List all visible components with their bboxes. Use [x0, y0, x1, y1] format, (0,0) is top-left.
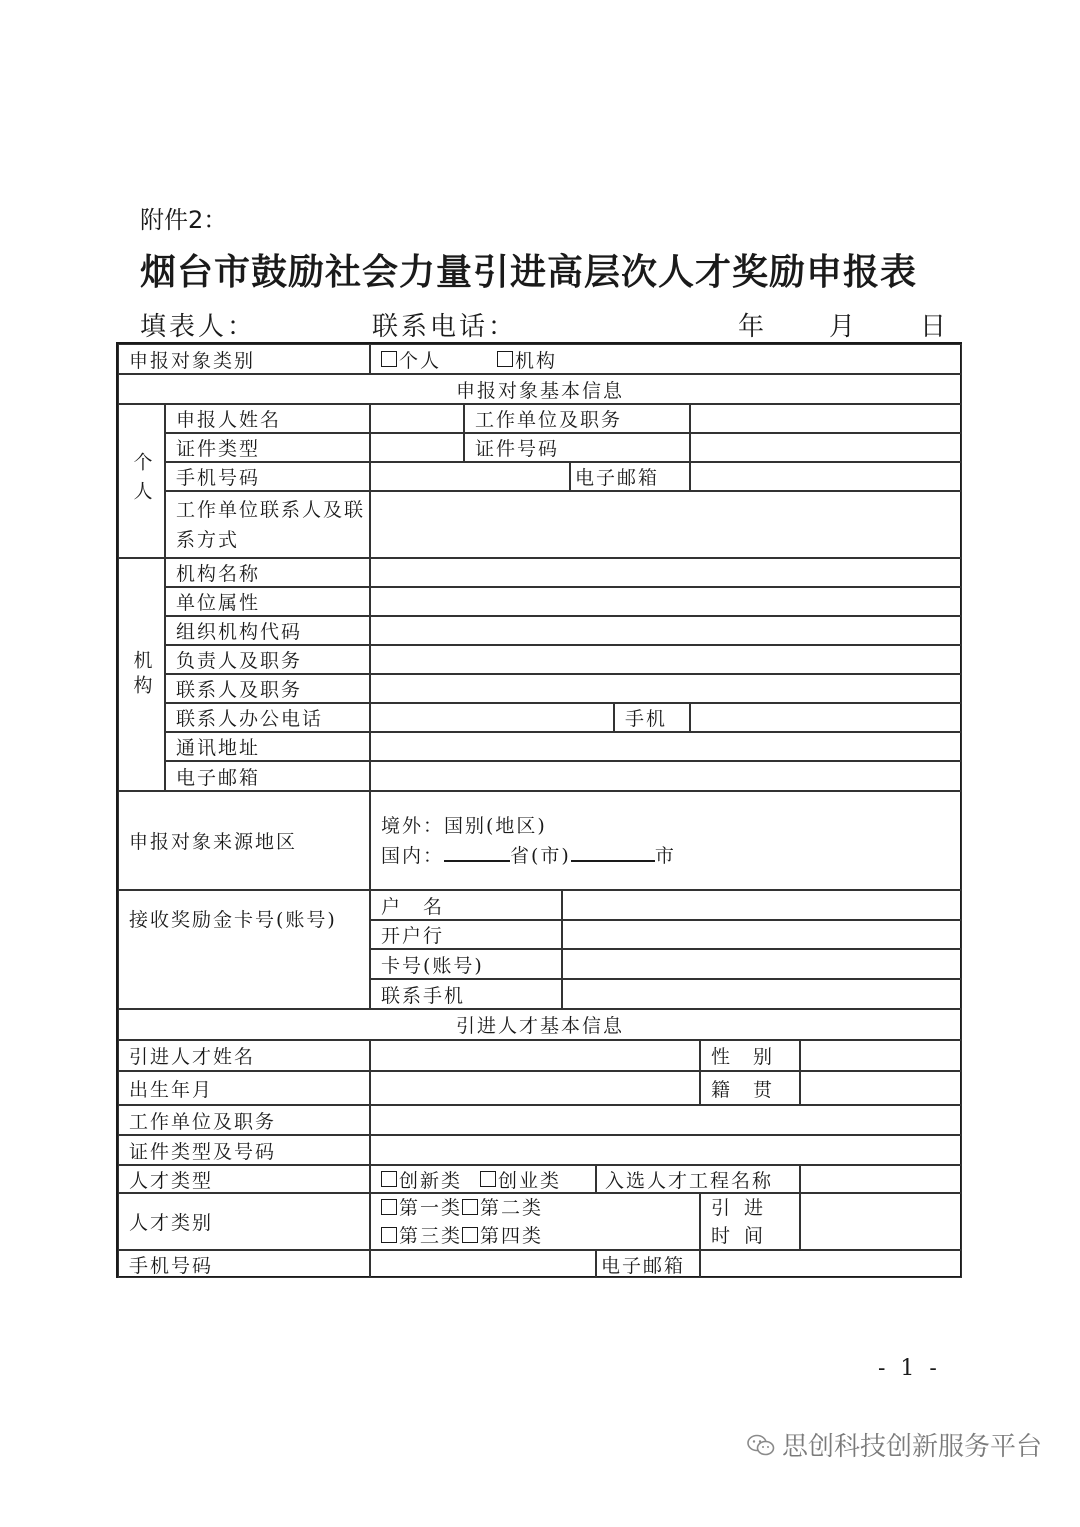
- option-org: 机构: [515, 349, 558, 372]
- abroad-line: 境外：国别(地区): [381, 814, 547, 837]
- talent-project-label: 入选人才工程名称: [596, 1165, 800, 1193]
- org-address-label: 通讯地址: [165, 732, 370, 761]
- talent-category-label: 人才类别: [118, 1193, 370, 1250]
- talent-birth-label: 出生年月: [118, 1071, 370, 1105]
- talent-work-field[interactable]: [370, 1105, 962, 1135]
- domestic-line: [381, 841, 676, 871]
- talent-name-label: 引进人才姓名: [118, 1040, 370, 1071]
- talent-gender-label: 性 别: [700, 1040, 800, 1071]
- bank-phone-label: 联系手机: [370, 979, 562, 1009]
- form-title: 烟台市鼓励社会力量引进高层次人才奖励申报表: [140, 252, 918, 293]
- checkbox-startup[interactable]: [480, 1171, 496, 1187]
- talent-work-label: 工作单位及职务: [118, 1105, 370, 1135]
- bank-branch-field[interactable]: [562, 920, 962, 949]
- watermark: [746, 1426, 1042, 1463]
- ind-mobile-field[interactable]: [370, 462, 570, 491]
- watermark-text: 思创科技创新服务平台: [781, 1432, 1042, 1462]
- talent-native-field[interactable]: [800, 1071, 962, 1105]
- org-mobile-field[interactable]: [690, 703, 962, 732]
- bank-card-label: 卡号(账号): [370, 949, 562, 979]
- org-attr-label: 单位属性: [165, 587, 370, 616]
- page-number: - 1 -: [878, 1356, 941, 1381]
- category-line-2: [381, 1222, 543, 1250]
- basic-info-title: 申报对象基本信息: [118, 374, 962, 404]
- talent-id-field[interactable]: [370, 1135, 962, 1165]
- talent-info-title: 引进人才基本信息: [118, 1009, 962, 1040]
- org-leader-field[interactable]: [370, 645, 962, 674]
- city-blank[interactable]: [571, 842, 655, 862]
- option-cat-4: 第四类: [480, 1224, 544, 1247]
- org-office-phone-field[interactable]: [370, 703, 614, 732]
- talent-name-field[interactable]: [370, 1040, 700, 1071]
- org-leader-label: 负责人及职务: [165, 645, 370, 674]
- bank-phone-field[interactable]: [562, 979, 962, 1009]
- category-line-1: [381, 1194, 543, 1222]
- org-name-field[interactable]: [370, 558, 962, 587]
- ind-email-label: 电子邮箱: [570, 462, 690, 491]
- ind-contact-label: 工作单位联系人及联系方式: [165, 491, 370, 558]
- applicant-type-label: 申报对象类别: [118, 344, 370, 374]
- checkbox-individual[interactable]: [381, 351, 397, 367]
- talent-id-label: 证件类型及号码: [118, 1135, 370, 1165]
- talent-native-label: 籍 贯: [700, 1071, 800, 1105]
- option-cat-2: 第二类: [480, 1196, 544, 1219]
- bank-branch-label: 开户行: [370, 920, 562, 949]
- org-mobile-label: 手机: [614, 703, 690, 732]
- checkbox-cat-4[interactable]: [462, 1227, 478, 1243]
- org-contact-label: 联系人及职务: [165, 674, 370, 703]
- date-label: [738, 306, 949, 343]
- org-name-label: 机构名称: [165, 558, 370, 587]
- source-region-field: [370, 791, 962, 890]
- filler-label: 填表人：: [140, 312, 257, 342]
- ind-id-number-label: 证件号码: [464, 433, 690, 462]
- application-form: [116, 342, 962, 1278]
- ind-email-field[interactable]: [690, 462, 962, 491]
- checkbox-cat-3[interactable]: [381, 1227, 397, 1243]
- ind-id-type-label: 证件类型: [165, 433, 370, 462]
- org-email-label: 电子邮箱: [165, 761, 370, 791]
- talent-gender-field[interactable]: [800, 1040, 962, 1071]
- source-region-label: 申报对象来源地区: [118, 791, 370, 890]
- org-office-phone-label: 联系人办公电话: [165, 703, 370, 732]
- org-email-field[interactable]: [370, 761, 962, 791]
- individual-group-label: 个人: [130, 452, 153, 510]
- option-cat-3: 第三类: [399, 1224, 463, 1247]
- checkbox-innovation[interactable]: [381, 1171, 397, 1187]
- org-code-field[interactable]: [370, 616, 962, 645]
- wechat-icon: [746, 1433, 776, 1457]
- intro-time-label: 引进时间: [700, 1193, 800, 1250]
- talent-email-field[interactable]: [700, 1250, 962, 1278]
- day-label: 日: [920, 312, 950, 342]
- month-label: 月: [829, 312, 859, 342]
- intro-time-field[interactable]: [800, 1193, 962, 1250]
- domestic-province: 省(市): [510, 844, 571, 867]
- attachment-label: 附件2：: [140, 206, 228, 234]
- bank-label: 接收奖励金卡号(账号): [118, 890, 370, 1009]
- bank-holder-field[interactable]: [562, 890, 962, 920]
- bank-holder-label: 户 名: [370, 890, 562, 920]
- ind-work-unit-field[interactable]: [690, 404, 962, 433]
- checkbox-cat-2[interactable]: [462, 1199, 478, 1215]
- ind-mobile-label: 手机号码: [165, 462, 370, 491]
- ind-id-number-field[interactable]: [690, 433, 962, 462]
- org-attr-field[interactable]: [370, 587, 962, 616]
- option-individual: 个人: [399, 349, 442, 372]
- phone-label: 联系电话：: [372, 312, 518, 342]
- checkbox-cat-1[interactable]: [381, 1199, 397, 1215]
- applicant-type-options: [370, 344, 962, 374]
- year-label: 年: [738, 312, 768, 342]
- option-startup: 创业类: [498, 1169, 562, 1192]
- talent-mobile-label: 手机号码: [118, 1250, 370, 1278]
- ind-id-type-field[interactable]: [370, 433, 464, 462]
- talent-email-label: 电子邮箱: [596, 1250, 700, 1278]
- talent-project-field[interactable]: [800, 1165, 962, 1193]
- ind-name-field[interactable]: [370, 404, 464, 433]
- option-cat-1: 第一类: [399, 1196, 463, 1219]
- talent-category-options: [370, 1193, 700, 1250]
- bank-card-field[interactable]: [562, 949, 962, 979]
- talent-type-options: [370, 1165, 596, 1193]
- talent-mobile-field[interactable]: [370, 1250, 596, 1278]
- ind-name-label: 申报人姓名: [165, 404, 370, 433]
- org-contact-field[interactable]: [370, 674, 962, 703]
- talent-type-label: 人才类型: [118, 1165, 370, 1193]
- province-blank[interactable]: [444, 842, 510, 862]
- org-group-label: 机构: [130, 649, 153, 700]
- checkbox-org[interactable]: [497, 351, 513, 367]
- ind-work-unit-label: 工作单位及职务: [464, 404, 690, 433]
- option-innovation: 创新类: [399, 1169, 463, 1192]
- ind-contact-field[interactable]: [370, 491, 962, 558]
- domestic-city: 市: [654, 844, 676, 867]
- org-address-field[interactable]: [370, 732, 962, 761]
- domestic-prefix: 国内：: [381, 844, 445, 867]
- talent-birth-field[interactable]: [370, 1071, 700, 1105]
- org-code-label: 组织机构代码: [165, 616, 370, 645]
